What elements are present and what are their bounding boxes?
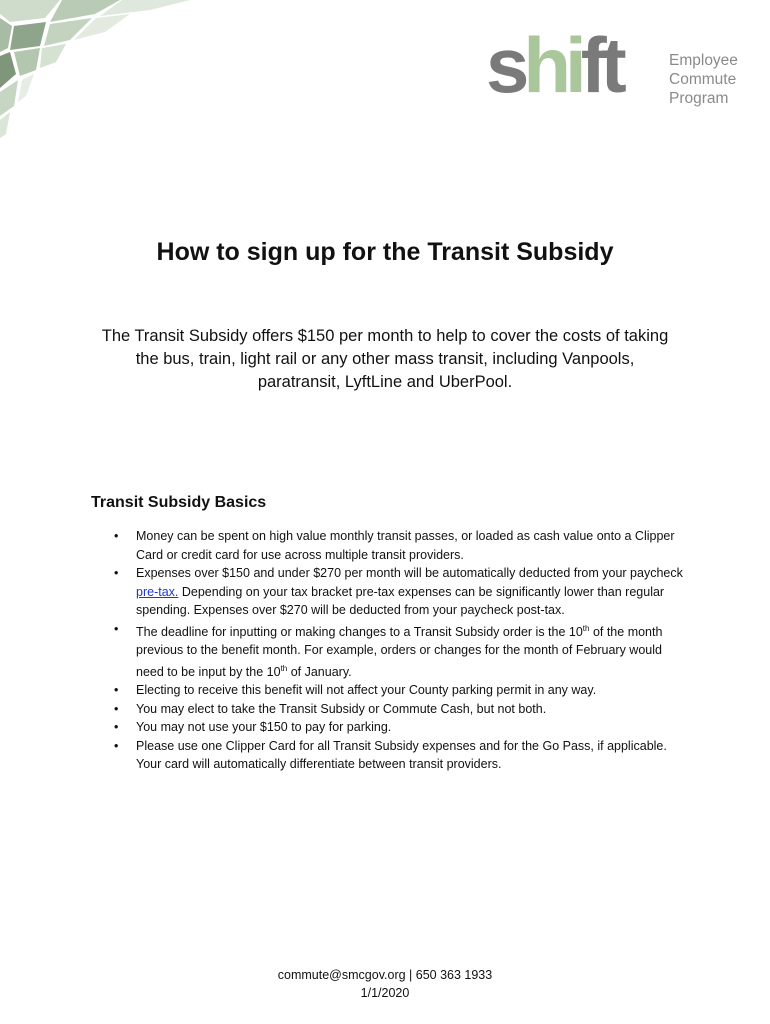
logo-wordmark-start: s: [486, 21, 524, 109]
page-footer: [0, 966, 770, 1002]
bullet-text: Money can be spent on high value monthly transit passes, or loaded as cash value onto a Clipper Card or credit card for use across multiple transit providers.: [136, 529, 675, 562]
page-title: How to sign up for the Transit Subsidy: [156, 238, 614, 266]
bullet-item: [114, 737, 684, 774]
footer-contact: commute@smcgov.org | 650 363 1933: [277, 968, 493, 982]
bullet-item: [114, 700, 684, 719]
mosaic-tile: [14, 48, 40, 76]
mosaic-tile: [0, 0, 60, 22]
bullet-text: You may not use your $150 to pay for parking.: [136, 720, 392, 735]
logo-wordmark-end: ft: [580, 21, 621, 109]
mosaic-tile: [0, 18, 12, 52]
mosaic-tile: [0, 112, 10, 138]
bullet-text: Depending on your tax bracket pre-tax expenses can be significantly lower than regular spending. Expenses over $270 will be deducted from your paycheck post-tax.: [136, 584, 665, 617]
shift-logo: [486, 22, 756, 112]
logo-subtitle: [669, 51, 738, 108]
ordinal-suffix: th: [582, 623, 590, 633]
bullet-text: The deadline for inputting or making changes to a Transit Subsidy order is the 10: [136, 624, 583, 639]
corner-mosaic-decoration: [0, 0, 200, 140]
bullet-text: Expenses over $150 and under $270 per month will be automatically deducted from your paycheck: [136, 566, 683, 580]
bullet-text: of January.: [287, 664, 352, 679]
logo-subtitle-line: Commute: [669, 71, 737, 88]
bullet-text: You may elect to take the Transit Subsidy or Commute Cash, but not both.: [136, 701, 547, 716]
logo-wordmark: [486, 22, 621, 108]
ordinal-suffix: th: [280, 663, 288, 673]
bullet-text: of the month previous to the benefit month. For example, orders or changes for the month of February would need to be input by the 10: [136, 624, 663, 679]
bullet-item: [114, 681, 684, 700]
logo-subtitle-line: Employee: [669, 52, 738, 69]
section-heading: Transit Subsidy Basics: [91, 494, 267, 511]
intro-paragraph: The Transit Subsidy offers $150 per month to help to cover the costs of taking the bus, train, light rail or any other mass transit, including Vanpools, paratransit, LyftLine and UberPool.: [101, 327, 669, 391]
bullet-item: [114, 718, 684, 737]
bullet-item: [114, 564, 684, 620]
mosaic-tile: [0, 52, 16, 88]
logo-wordmark-highlight: hi: [523, 21, 581, 109]
bullet-item: [114, 620, 684, 682]
basics-bullet-list: [114, 527, 684, 774]
bullet-text: Electing to receive this benefit will not affect your County parking permit in any way.: [136, 683, 597, 698]
footer-date: 1/1/2020: [360, 986, 410, 1000]
logo-subtitle-line: Program: [669, 90, 729, 107]
pre-tax-link[interactable]: pre-tax.: [136, 584, 179, 599]
bullet-item: [114, 527, 684, 564]
mosaic-tile: [10, 22, 46, 50]
mosaic-tile: [18, 74, 34, 102]
bullet-text: Please use one Clipper Card for all Transit Subsidy expenses and for the Go Pass, if applicable. Your card will automatically differentiate between transit providers.: [136, 738, 667, 772]
mosaic-tile: [40, 44, 66, 68]
